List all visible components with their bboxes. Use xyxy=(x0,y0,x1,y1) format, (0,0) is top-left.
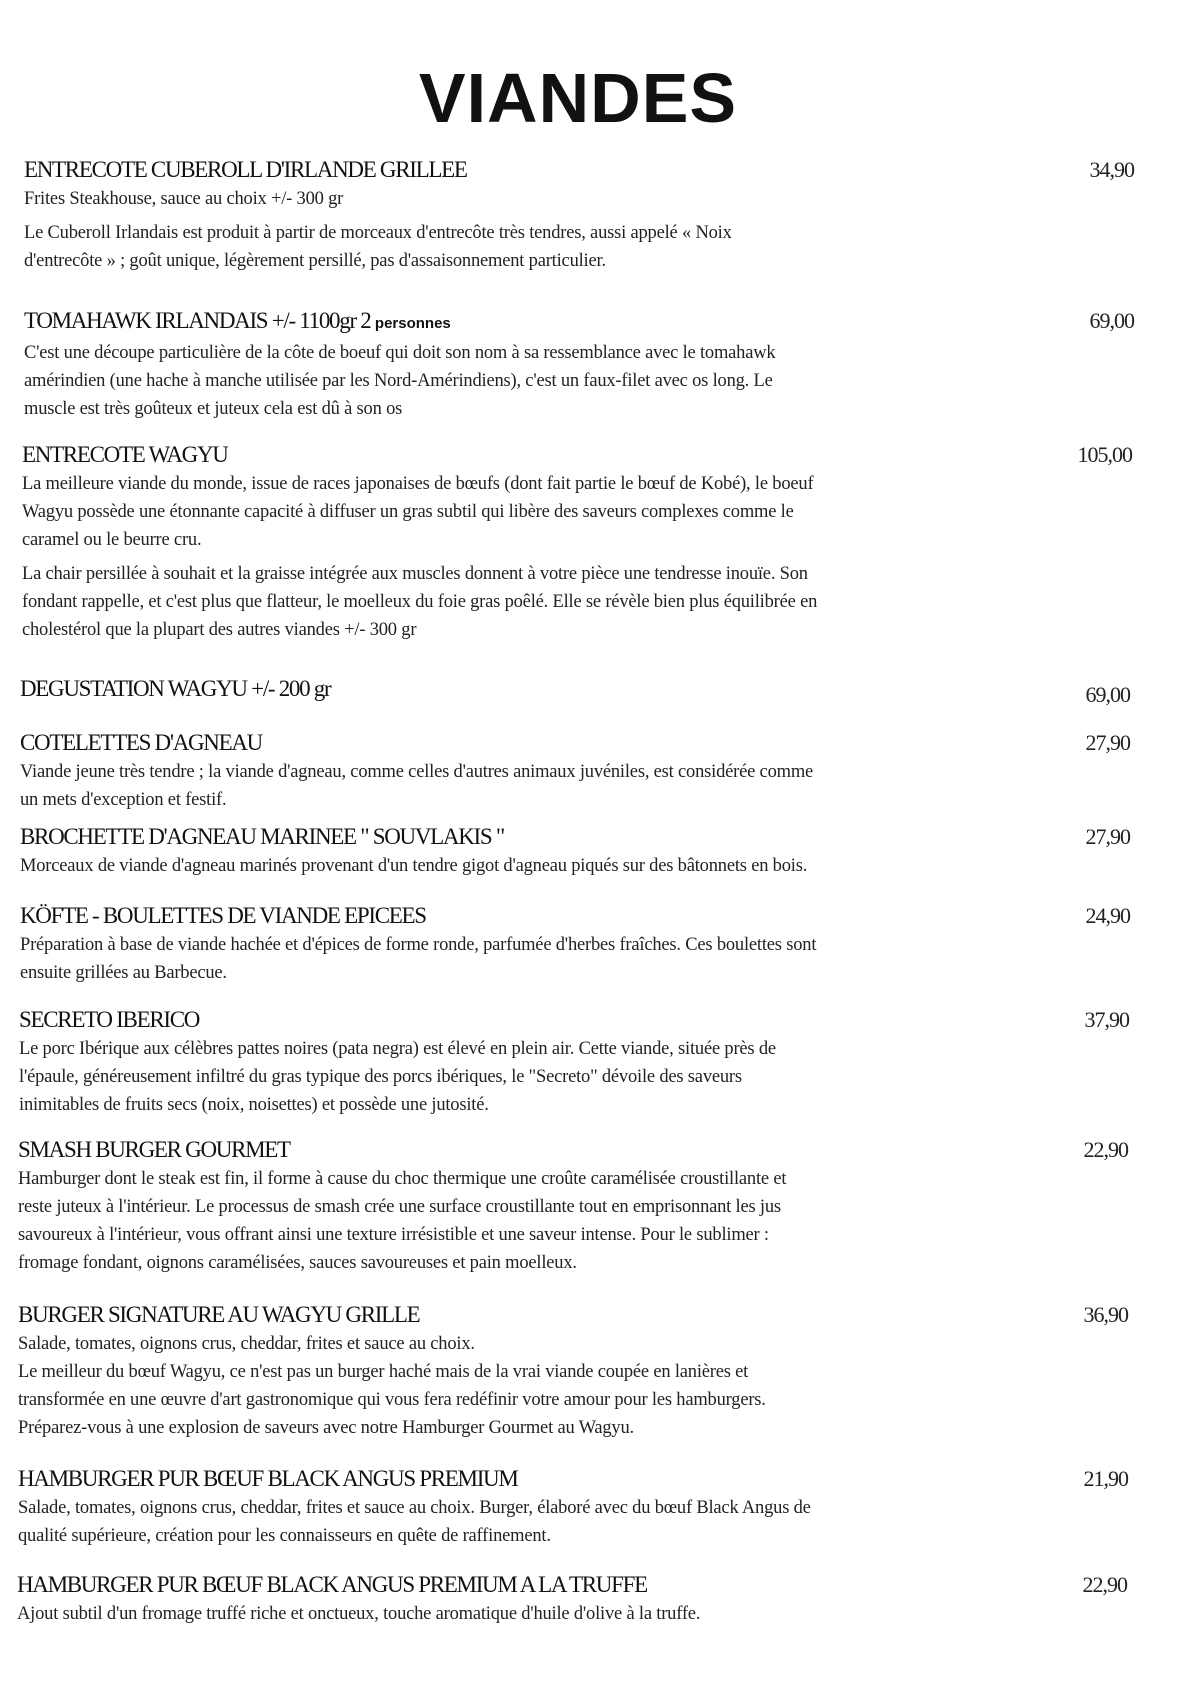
description-line: qualité supérieure, création pour les connaisseurs en quête de raffinement. xyxy=(18,1526,551,1546)
description-line: un mets d'exception et festif. xyxy=(20,790,227,810)
item-title xyxy=(20,901,1130,931)
menu-item xyxy=(18,1464,1128,1556)
item-price: 21,90 xyxy=(1083,1466,1128,1491)
item-description xyxy=(24,339,1134,423)
menu-item xyxy=(18,1135,1128,1283)
item-title xyxy=(22,440,1132,470)
description-line: Salade, tomates, oignons crus, cheddar, frites et sauce au choix. xyxy=(18,1334,475,1354)
item-name: BROCHETTE D'AGNEAU MARINEE " SOUVLAKIS " xyxy=(20,824,504,849)
description-line: Préparation à base de viande hachée et d'épices de forme ronde, parfumée d'herbes fraîches. Ces boulettes sont xyxy=(20,935,817,955)
item-name: COTELETTES D'AGNEAU xyxy=(20,730,262,755)
item-description xyxy=(22,560,1132,644)
description-line: cholestérol que la plupart des autres viandes +/- 300 gr xyxy=(22,620,417,640)
item-description xyxy=(19,1035,1129,1119)
item-description xyxy=(20,758,1130,814)
item-description xyxy=(18,1165,1128,1277)
item-title xyxy=(18,1300,1128,1330)
description-line: Hamburger dont le steak est fin, il forme à cause du choc thermique une croûte caramélisée croustillante et xyxy=(18,1169,787,1189)
item-title xyxy=(20,728,1130,758)
menu-item xyxy=(20,728,1130,820)
item-title xyxy=(17,1570,1127,1600)
item-description xyxy=(17,1600,1127,1628)
description-line: Viande jeune très tendre ; la viande d'agneau, comme celles d'autres animaux juvéniles, est considérée comme xyxy=(20,762,814,782)
menu-item xyxy=(19,1005,1129,1125)
description-line: ensuite grillées au Barbecue. xyxy=(20,963,227,983)
item-name: HAMBURGER PUR BŒUF BLACK ANGUS PREMIUM xyxy=(18,1466,518,1491)
description-line: Préparez-vous à une explosion de saveurs avec notre Hamburger Gourmet au Wagyu. xyxy=(18,1418,634,1438)
description-line: l'épaule, généreusement infiltré du gras typique des porcs ibériques, le "Secreto" dévoile des saveurs xyxy=(19,1067,742,1087)
item-description xyxy=(24,219,1134,275)
item-description xyxy=(22,470,1132,554)
description-line: Le Cuberoll Irlandais est produit à partir de morceaux d'entrecôte très tendres, aussi appelé « Noix xyxy=(24,223,732,243)
description-line: fromage fondant, oignons caramélisées, sauces savoureuses et pain moelleux. xyxy=(18,1253,577,1273)
item-name: SMASH BURGER GOURMET xyxy=(18,1137,290,1162)
item-title xyxy=(20,822,1130,852)
description-line: Le meilleur du bœuf Wagyu, ce n'est pas un burger haché mais de la vrai viande coupée en lanières et xyxy=(18,1362,749,1382)
item-price: 37,90 xyxy=(1084,1007,1129,1032)
menu-item xyxy=(17,1570,1127,1634)
description-line: amérindien (une hache à manche utilisée par les Nord-Amérindiens), c'est un faux-filet avec os long. Le xyxy=(24,371,773,391)
description-line: C'est une découpe particulière de la côte de boeuf qui doit son nom à sa ressemblance avec le tomahawk xyxy=(24,343,776,363)
item-title xyxy=(18,1464,1128,1494)
description-line: Salade, tomates, oignons crus, cheddar, frites et sauce au choix. Burger, élaboré avec du bœuf Black Angus de xyxy=(18,1498,811,1518)
description-line: Le porc Ibérique aux célèbres pattes noires (pata negra) est élevé en plein air. Cette viande, située près de xyxy=(19,1039,776,1059)
item-name: HAMBURGER PUR BŒUF BLACK ANGUS PREMIUM A LA TRUFFE xyxy=(17,1572,647,1597)
menu-item xyxy=(24,155,1134,281)
item-title xyxy=(19,1005,1129,1035)
description-line: transformée en une œuvre d'art gastronomique qui vous fera redéfinir votre amour pour les hamburgers. xyxy=(18,1390,766,1410)
menu-item xyxy=(20,674,1130,707)
item-title xyxy=(20,674,1130,704)
menu-item xyxy=(24,306,1134,429)
item-price: 27,90 xyxy=(1085,730,1130,755)
description-line: La meilleure viande du monde, issue de races japonaises de bœufs (dont fait partie le bœuf de Kobé), le boeuf xyxy=(22,474,814,494)
description-line: d'entrecôte » ; goût unique, légèrement persillé, pas d'assaisonnement particulier. xyxy=(24,251,606,271)
description-line: Frites Steakhouse, sauce au choix +/- 300 gr xyxy=(24,189,344,209)
item-title xyxy=(18,1135,1128,1165)
description-line: Ajout subtil d'un fromage truffé riche et onctueux, touche aromatique d'huile d'olive à la truffe. xyxy=(17,1604,701,1624)
item-description xyxy=(20,852,1130,880)
item-title xyxy=(24,155,1134,185)
description-line: La chair persillée à souhait et la graisse intégrée aux muscles donnent à votre pièce une tendresse inouïe. Son xyxy=(22,564,808,584)
menu-item xyxy=(18,1300,1128,1448)
item-name: SECRETO IBERICO xyxy=(19,1007,200,1032)
menu-item xyxy=(20,822,1130,886)
item-price: 22,90 xyxy=(1082,1572,1127,1597)
item-name: TOMAHAWK IRLANDAIS +/- 1100gr 2 xyxy=(24,308,371,333)
item-price: 36,90 xyxy=(1083,1302,1128,1327)
description-line: caramel ou le beurre cru. xyxy=(22,530,202,550)
description-line: Morceaux de viande d'agneau marinés provenant d'un tendre gigot d'agneau piqués sur des bâtonnets en bois. xyxy=(20,856,808,876)
description-line: reste juteux à l'intérieur. Le processus de smash crée une surface croustillante tout en emprisonnant les jus xyxy=(18,1197,781,1217)
item-name: DEGUSTATION WAGYU +/- 200 gr xyxy=(20,676,331,701)
item-name: ENTRECOTE CUBEROLL D'IRLANDE GRILLEE xyxy=(24,157,467,182)
page-title: VIANDES xyxy=(418,59,738,137)
item-price: 105,00 xyxy=(1077,442,1132,467)
menu-item xyxy=(20,901,1130,993)
item-name: BURGER SIGNATURE AU WAGYU GRILLE xyxy=(18,1302,420,1327)
item-price: 22,90 xyxy=(1083,1137,1128,1162)
item-price: 69,00 xyxy=(1085,682,1130,707)
item-name: KÖFTE - BOULETTES DE VIANDE EPICEES xyxy=(20,903,426,928)
menu-item xyxy=(22,440,1132,650)
item-price: 69,00 xyxy=(1089,308,1134,333)
description-line: inimitables de fruits secs (noix, noisettes) et possède une jutosité. xyxy=(19,1095,489,1115)
item-description xyxy=(24,185,1134,213)
item-price: 27,90 xyxy=(1085,824,1130,849)
item-description xyxy=(18,1494,1128,1550)
description-line: muscle est très goûteux et juteux cela est dû à son os xyxy=(24,399,403,419)
item-description xyxy=(20,931,1130,987)
description-line: Wagyu possède une étonnante capacité à diffuser un gras subtil qui libère des saveurs complexes comme le xyxy=(22,502,794,522)
item-title xyxy=(24,306,1134,339)
description-line: savoureux à l'intérieur, vous offrant ainsi une texture irrésistible et une saveur intense. Pour le sublimer : xyxy=(18,1225,769,1245)
item-name: ENTRECOTE WAGYU xyxy=(22,442,228,467)
item-description xyxy=(18,1330,1128,1442)
item-name-suffix: personnes xyxy=(374,315,451,332)
item-price: 34,90 xyxy=(1089,157,1134,182)
item-price: 24,90 xyxy=(1085,903,1130,928)
description-line: fondant rappelle, et c'est plus que flatteur, le moelleux du foie gras poêlé. Elle se révèle bien plus équilibrée en xyxy=(22,592,818,612)
